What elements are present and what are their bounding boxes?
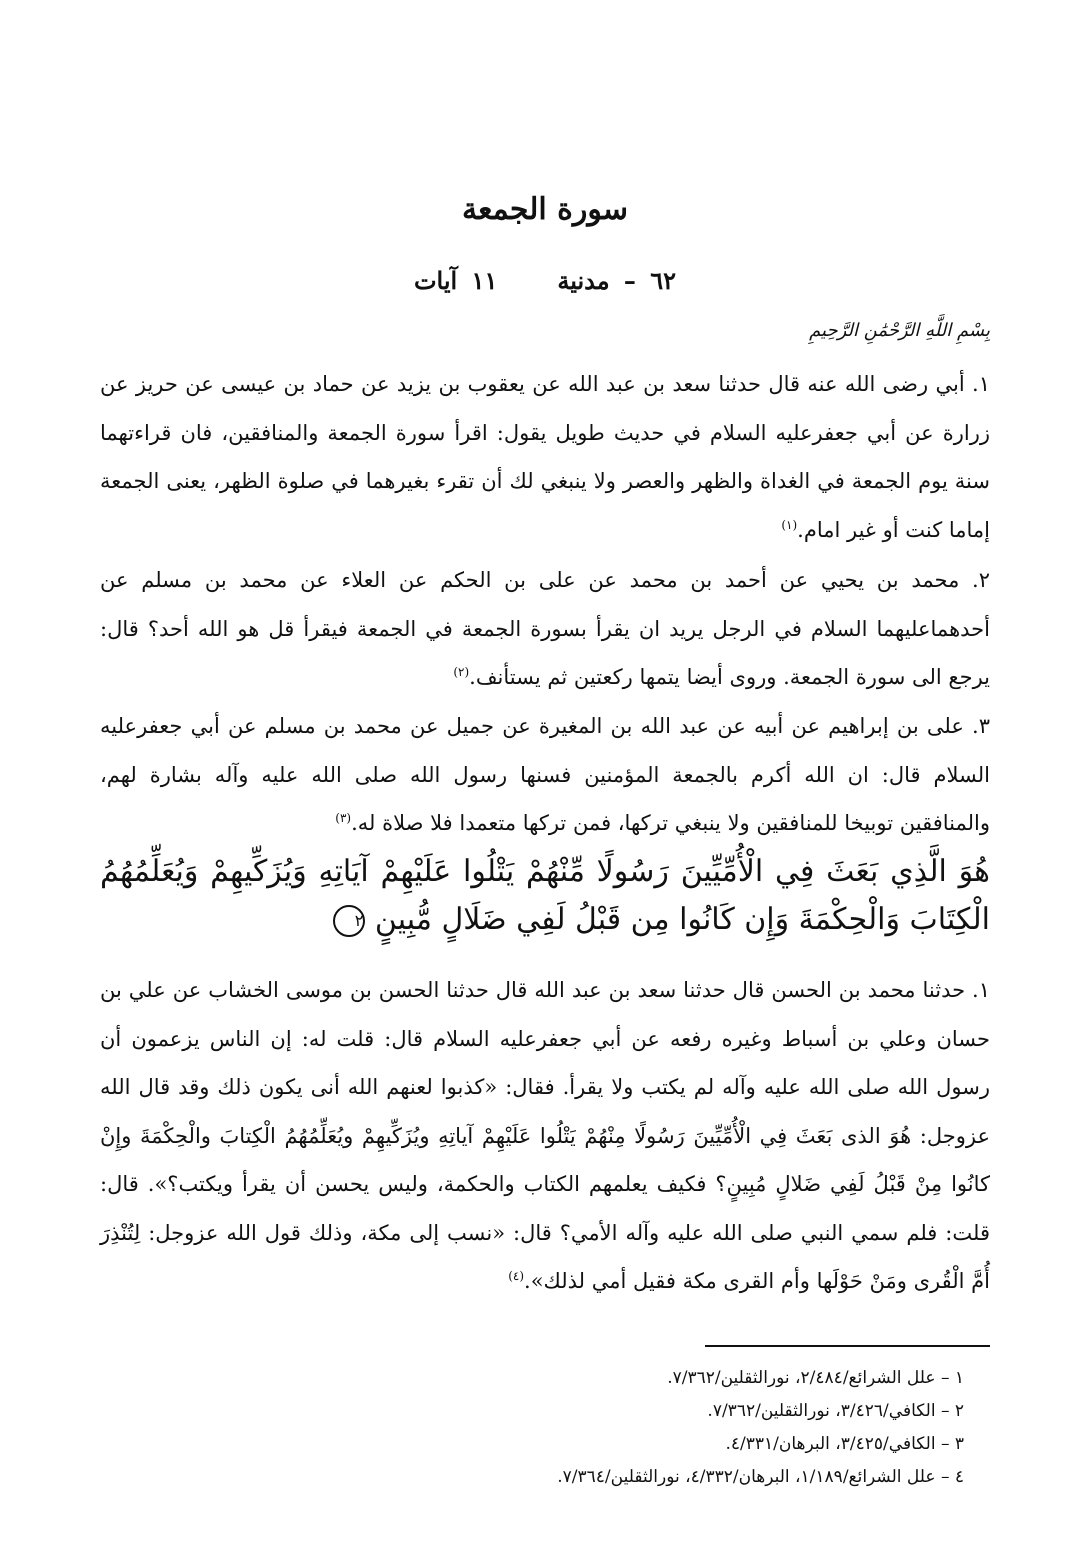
hadith-2 <box>100 556 990 702</box>
footnote-item: ٢ – الكافي/٣/٤٢٦، نورالثقلين/٧/٣٦٢. <box>707 1401 964 1421</box>
hadith-1-text: ١. أبي رضى الله عنه قال حدثنا سعد بن عبد الله عن يعقوب بن يزيد عن حماد بن عيسى عن حريز عن زرارة عن أبي جعفرعليه السلام في حديث طويل يقول: اقرأ سورة الجمعة والمنافقين، فان قراءتهما سنة يوم الجمعة في الغداة والظهر والعصر ولا ينبغي لك أن تقرء بغيرهما في صلوة الظهر، يعنى الجمعة إماما كنت أو غير امام. <box>100 372 990 542</box>
hadith-1 <box>100 360 990 554</box>
footnote-ref-2[interactable]: (٢) <box>453 665 470 679</box>
ayah-number-marker: ٢ <box>333 905 365 937</box>
footnote-ref-1[interactable]: (١) <box>781 517 798 532</box>
footnote-ref-3[interactable]: (٣) <box>335 811 352 825</box>
footnote-item: ٣ – الكافي/٣/٤٢٥، البرهان/٤/٣٣١. <box>725 1434 964 1454</box>
surah-number: ٦٢ – مدنية <box>557 266 677 295</box>
ayat-count: ١١ آيات <box>413 266 498 295</box>
hadith-4-text: ١. حدثنا محمد بن الحسن قال حدثنا سعد بن عبد الله قال حدثنا الحسن بن موسى الخشاب عن علي بن حسان وعلي بن أسباط وغيره رفعه عن أبي جعفرعليه السلام قال: قلت له: إن الناس يزعمون أن رسول الله صلى الله عليه وآله لم يكتب ولا يقرأ. فقال: «كذبوا لعنهم الله أنى يكون ذلك وقد قال الله عزوجل: هُوَ الذى بَعَثَ فِي الْأُمِّيِّينَ رَسُولًا مِنْهُمْ يَتْلُوا عَلَيْهِمْ آياتِهِ ويُزَكِّيهِمْ ويُعَلِّمُهُمُ الْكِتابَ والْحِكْمَةَ وإِنْ كانُوا مِنْ قَبْلُ لَفِي ضَلالٍ مُبِينٍ؟ فكيف يعلمهم الكتاب والحكمة، وليس يحسن أن يقرأ ويكتب؟». قال: قلت: فلم سمي النبي صلى الله عليه وآله الأمي؟ قال: «نسب إلى مكة، وذلك قول الله عزوجل: لِتُنْذِرَ أُمَّ الْقُرى ومَنْ حَوْلَها وأم القرى مكة فقيل أمي لذلك». <box>100 978 990 1293</box>
hadith-3-text: ٣. على بن إبراهيم عن أبيه عن عبد الله بن المغيرة عن جميل عن محمد بن مسلم عن أبي جعفرعليه السلام قال: ان الله أكرم بالجمعة المؤمنين فسنها رسول الله صلى الله عليه وآله بشارة لهم، والمنافقين توبيخا للمنافقين ولا ينبغي تركها، فمن تركها متعمدا فلا صلاة له. <box>100 714 990 835</box>
footnote-divider <box>705 1345 990 1347</box>
surah-title: سورة الجمعة <box>461 192 629 227</box>
footnotes <box>100 1362 964 1494</box>
quran-verse <box>100 848 990 944</box>
verse-text: هُوَ الَّذِي بَعَثَ فِي الْأُمِّيِّينَ رَسُولًا مِّنْهُمْ يَتْلُوا عَلَيْهِمْ آيَاتِهِ وَيُزَكِّيهِمْ وَيُعَلِّمُهُمُ الْكِتَابَ وَالْحِكْمَةَ وَإِن كَانُوا مِن قَبْلُ لَفِي ضَلَالٍ مُّبِينٍ <box>100 854 990 937</box>
basmala: بِسْمِ اللَّهِ الرَّحْمَٰنِ الرَّحِيمِ <box>809 320 990 341</box>
hadith-4 <box>100 966 990 1306</box>
surah-subtitle <box>0 266 1090 295</box>
hadith-2-text: ٢. محمد بن يحيي عن أحمد بن محمد عن على بن الحكم عن العلاء عن محمد بن مسلم عن أحدهماعليهما السلام في الرجل يريد ان يقرأ بسورة الجمعة في الجمعة فيقرأ قل هو الله أحد؟ قال: يرجع الى سورة الجمعة. وروى أيضا يتمها ركعتين ثم يستأنف. <box>100 568 990 689</box>
hadith-3 <box>100 702 990 848</box>
footnote-ref-4[interactable]: (٤) <box>508 1269 525 1283</box>
footnote-item: ١ – علل الشرائع/٢/٤٨٤، نورالثقلين/٧/٣٦٢. <box>667 1368 964 1388</box>
footnote-item: ٤ – علل الشرائع/١/١٨٩، البرهان/٤/٣٣٢، نورالثقلين/٧/٣٦٤. <box>557 1467 964 1487</box>
